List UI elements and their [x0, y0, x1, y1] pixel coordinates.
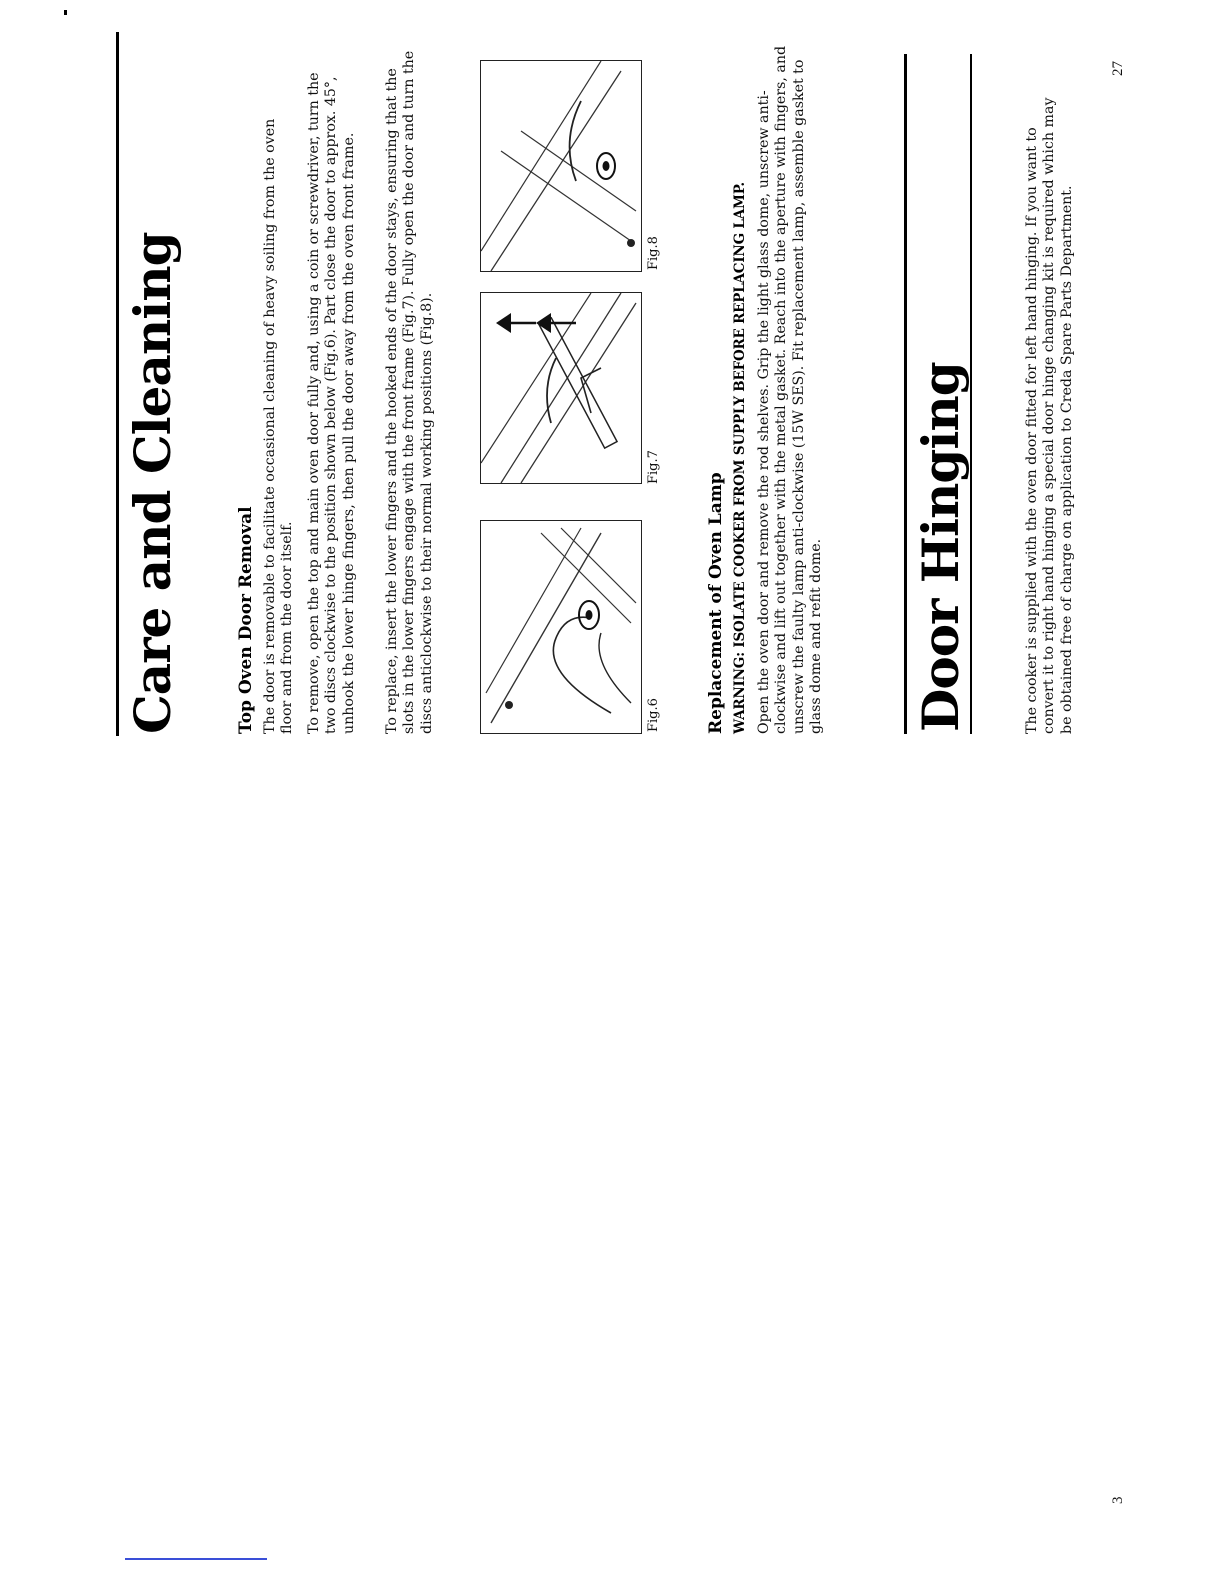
figure-6-label: Fig.6: [646, 698, 661, 732]
heading-top-oven-door-removal: Top Oven Door Removal: [236, 506, 256, 734]
door-hinging-rule-bottom: [970, 54, 972, 734]
corner-mark: 3: [1110, 1496, 1126, 1504]
figure-7-illustration: [480, 292, 642, 484]
scan-speck: [64, 10, 67, 15]
disc-normal-position-drawing: [481, 61, 641, 271]
figure-8-illustration: [480, 60, 642, 272]
figure-8-label: Fig.8: [646, 236, 661, 270]
lower-fingers-drawing: [481, 293, 641, 483]
paragraph-to-replace: To replace, insert the lower fingers and the hooked ends of the door stays, ensuring that the slots in the lower fingers engage with the front frame (Fig.7). Fully open the door and turn the discs anticlockwise to their normal working positions (Fig.8).: [384, 50, 435, 734]
paragraph-door-hinging: The cooker is supplied with the oven door fitted for left hand hinging. If you want to convert it to right hand hinging a special door hinge changing kit is required which may be obtained free of charge on application to Creda Spare Parts Department.: [1024, 97, 1075, 734]
section-rule-top: [116, 32, 119, 736]
scan-blue-line: [125, 1558, 267, 1560]
heading-replacement-of-oven-lamp: Replacement of Oven Lamp: [706, 472, 726, 734]
paragraph-door-removable: The door is removable to facilitate occasional cleaning of heavy soiling from the oven floor and from the door itself.: [262, 118, 296, 734]
figure-7-label: Fig.7: [646, 450, 661, 484]
paragraph-to-remove: To remove, open the top and main oven door fully and, using a coin or screwdriver, turn the two discs clockwise to the position shown below (Fig.6). Part close the door to approx. 45°, unhook the lower hinge fingers, then pull the door away from the oven front frame.: [306, 72, 357, 734]
section-title-care-and-cleaning: Care and Cleaning: [123, 232, 182, 734]
page-number: 27: [1110, 61, 1126, 76]
figure-6-illustration: [480, 520, 642, 734]
door-hinging-rule-top: [904, 54, 907, 734]
disc-turning-drawing: [481, 521, 641, 733]
paragraph-oven-lamp: Open the oven door and remove the rod shelves. Grip the light glass dome, unscrew anti-clockwise and lift out together with the metal gasket. Reach into the aperture with fingers, and unscrew the faulty lamp anti-clockwise (15W SES). Fit replacement lamp, assemble gasket to glass dome and refit dome.: [756, 45, 825, 734]
warning-isolate-cooker: WARNING: ISOLATE COOKER FROM SUPPLY BEFORE REPLACING LAMP.: [732, 182, 748, 734]
section-title-door-hinging: Door Hinging: [911, 362, 970, 732]
